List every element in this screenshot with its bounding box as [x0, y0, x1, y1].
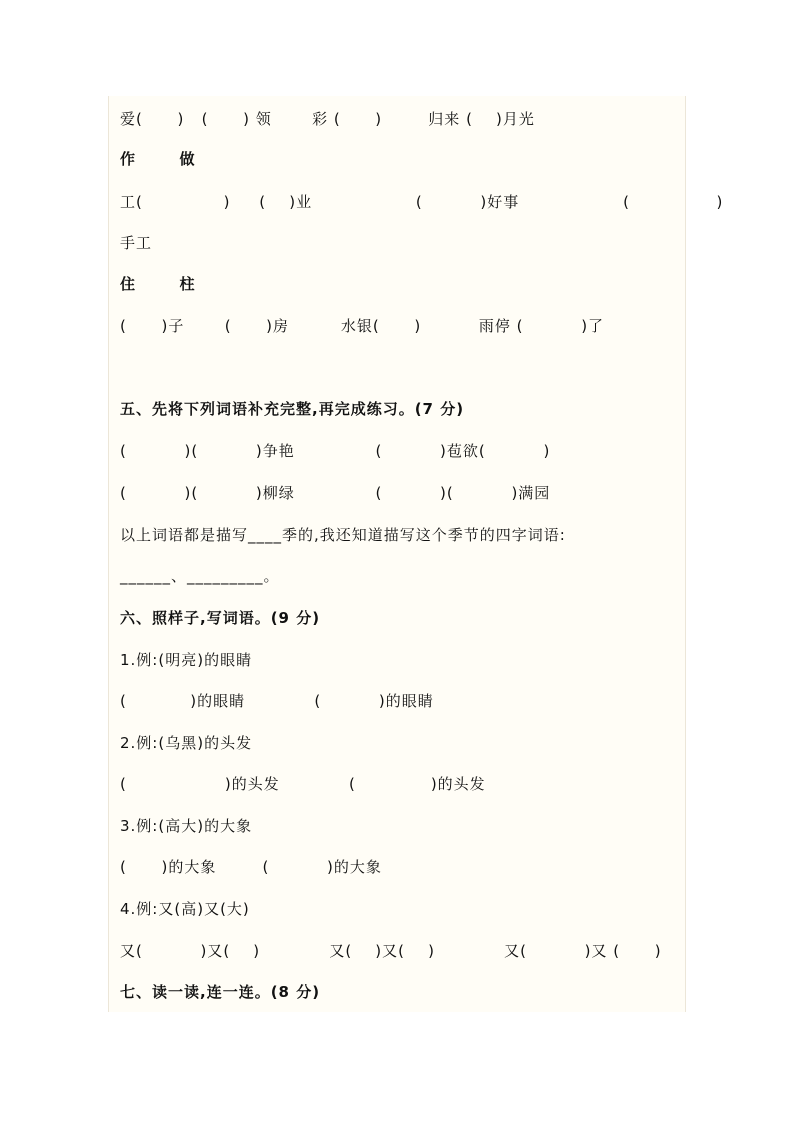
fill-blank-row-1: 爱( ) ( ) 领 彩 ( ) 归来 ( )月光 [120, 110, 535, 128]
fill-blank-row-2: 工( ) ( )业 ( )好事 ( ) [120, 193, 724, 211]
section-5-question: 以上词语都是描写____季的,我还知道描写这个季节的四字词语: [120, 526, 566, 544]
section-5-row-2: ( )( )柳绿 ( )( )满园 [120, 484, 551, 502]
section-6-example-1: 1.例:(明亮)的眼睛 [120, 651, 253, 669]
section-6-example-2: 2.例:(乌黑)的头发 [120, 734, 253, 752]
section-5-heading: 五、先将下列词语补充完整,再完成练习。(7 分) [120, 400, 465, 418]
word-pair-zuo: 作 做 [120, 150, 196, 168]
section-6-blanks-2: ( )的头发 ( )的头发 [120, 775, 486, 793]
section-6-blanks-3: ( )的大象 ( )的大象 [120, 858, 382, 876]
section-6-blanks-1: ( )的眼睛 ( )的眼睛 [120, 692, 434, 710]
section-6-heading: 六、照样子,写词语。(9 分) [120, 609, 321, 627]
section-7-heading: 七、读一读,连一连。(8 分) [120, 983, 321, 1001]
section-5-row-1: ( )( )争艳 ( )苞欲( ) [120, 442, 551, 460]
section-6-example-3: 3.例:(高大)的大象 [120, 817, 253, 835]
section-5-answer-blanks: ______、_________。 [120, 567, 280, 585]
section-6-example-4: 4.例:又(高)又(大) [120, 900, 250, 918]
fill-blank-row-3: ( )子 ( )房 水银( ) 雨停 ( )了 [120, 317, 605, 335]
section-6-blanks-4: 又( )又( ) 又( )又( ) 又( )又 ( ) [120, 942, 662, 960]
word-pair-zhu: 住 柱 [120, 275, 196, 293]
fill-blank-row-2-cont: 手工 [120, 234, 153, 252]
